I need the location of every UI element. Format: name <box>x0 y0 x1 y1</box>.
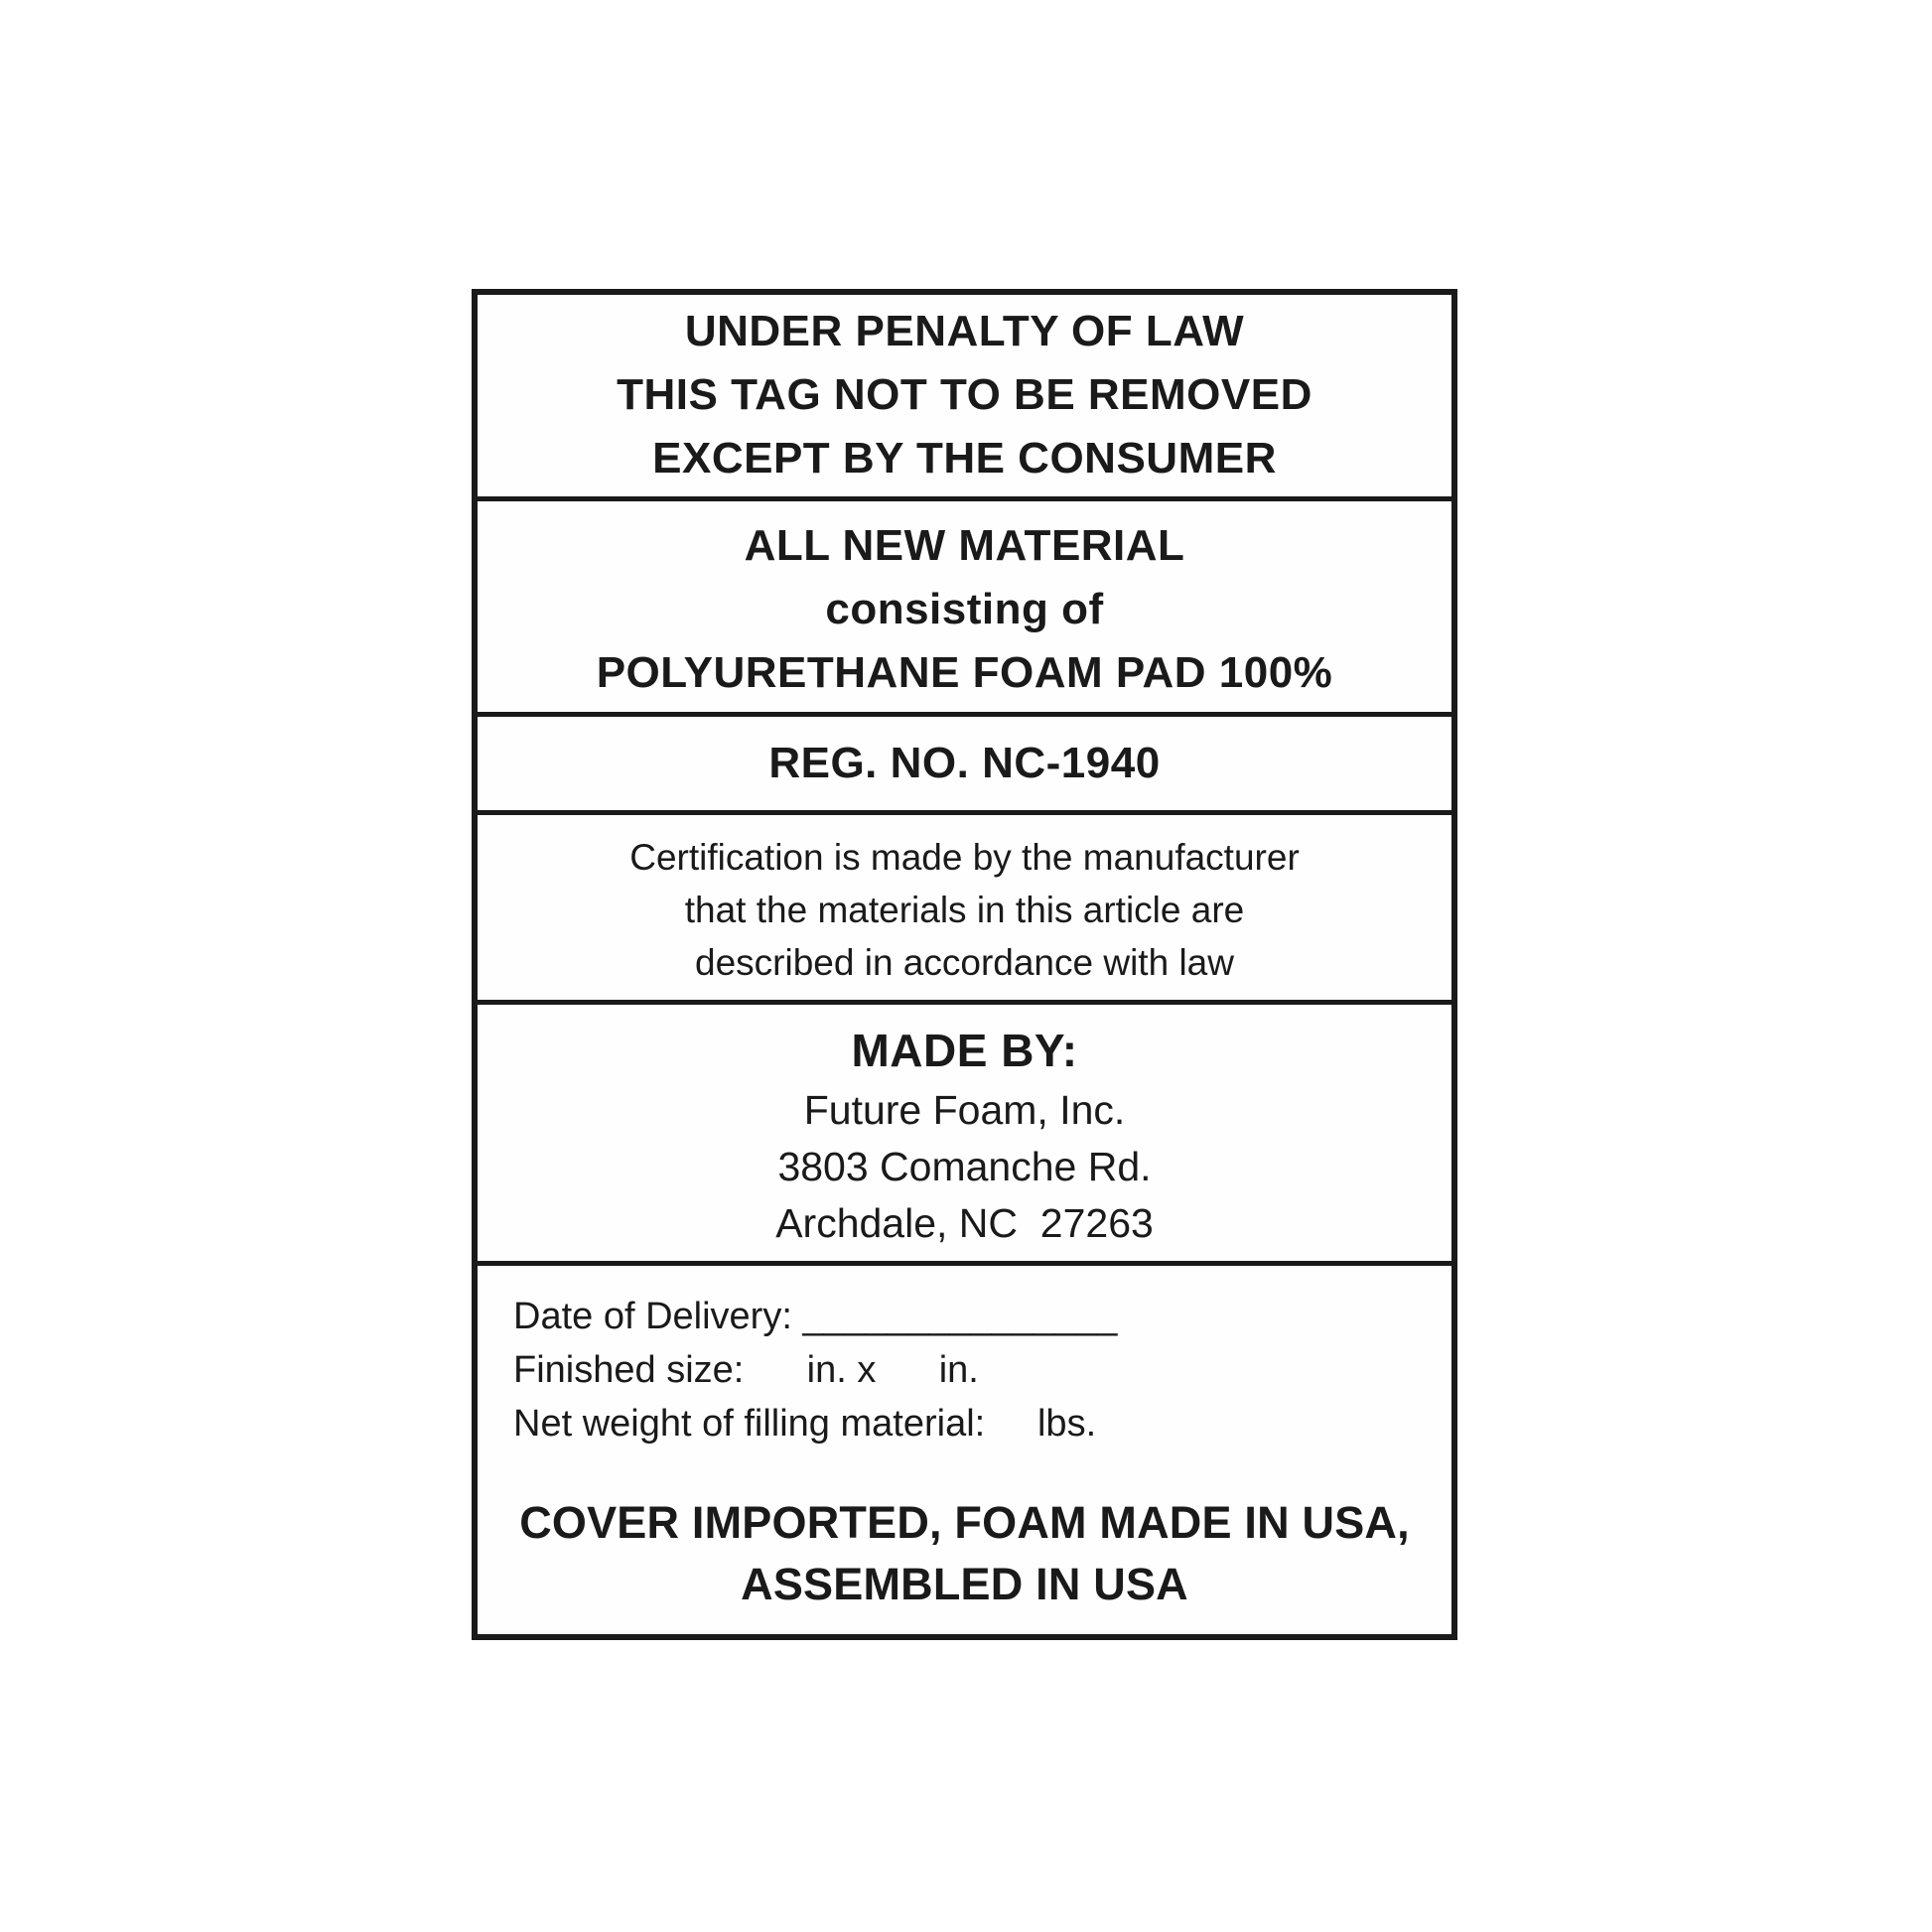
penalty-line: EXCEPT BY THE CONSUMER <box>652 434 1277 483</box>
date-of-delivery-field: Date of Delivery: _______________ <box>513 1296 1118 1337</box>
origin-statement <box>478 1492 1451 1615</box>
certification-line: described in accordance with law <box>695 942 1234 983</box>
certification-line: Certification is made by the manufacturer <box>629 837 1300 878</box>
law-label-tag <box>472 289 1457 1640</box>
manufacturer-name: Future Foam, Inc. <box>803 1087 1126 1133</box>
section-manufacturer <box>478 1000 1451 1261</box>
manufacturer-city-state-zip: Archdale, NC 27263 <box>775 1200 1154 1246</box>
penalty-line: UNDER PENALTY OF LAW <box>684 307 1245 355</box>
manufacturer-street: 3803 Comanche Rd. <box>777 1144 1152 1189</box>
penalty-line: THIS TAG NOT TO BE REMOVED <box>617 370 1312 419</box>
section-registration-number <box>478 712 1451 810</box>
material-line: POLYURETHANE FOAM PAD 100% <box>596 648 1333 697</box>
origin-line: ASSEMBLED IN USA <box>741 1559 1188 1609</box>
section-certification-statement <box>478 810 1451 1000</box>
registration-number: REG. NO. NC-1940 <box>768 739 1161 787</box>
material-line: ALL NEW MATERIAL <box>744 521 1185 570</box>
section-delivery-details <box>478 1261 1451 1615</box>
material-line: consisting of <box>825 585 1104 633</box>
origin-line: COVER IMPORTED, FOAM MADE IN USA, <box>519 1497 1410 1548</box>
made-by-heading: MADE BY: <box>851 1025 1078 1076</box>
net-weight-field: Net weight of filling material: lbs. <box>513 1403 1097 1445</box>
certification-line: that the materials in this article are <box>684 890 1245 930</box>
section-material-contents <box>478 496 1451 712</box>
finished-size-field: Finished size: in. x in. <box>513 1349 979 1391</box>
section-penalty-notice <box>478 295 1451 496</box>
